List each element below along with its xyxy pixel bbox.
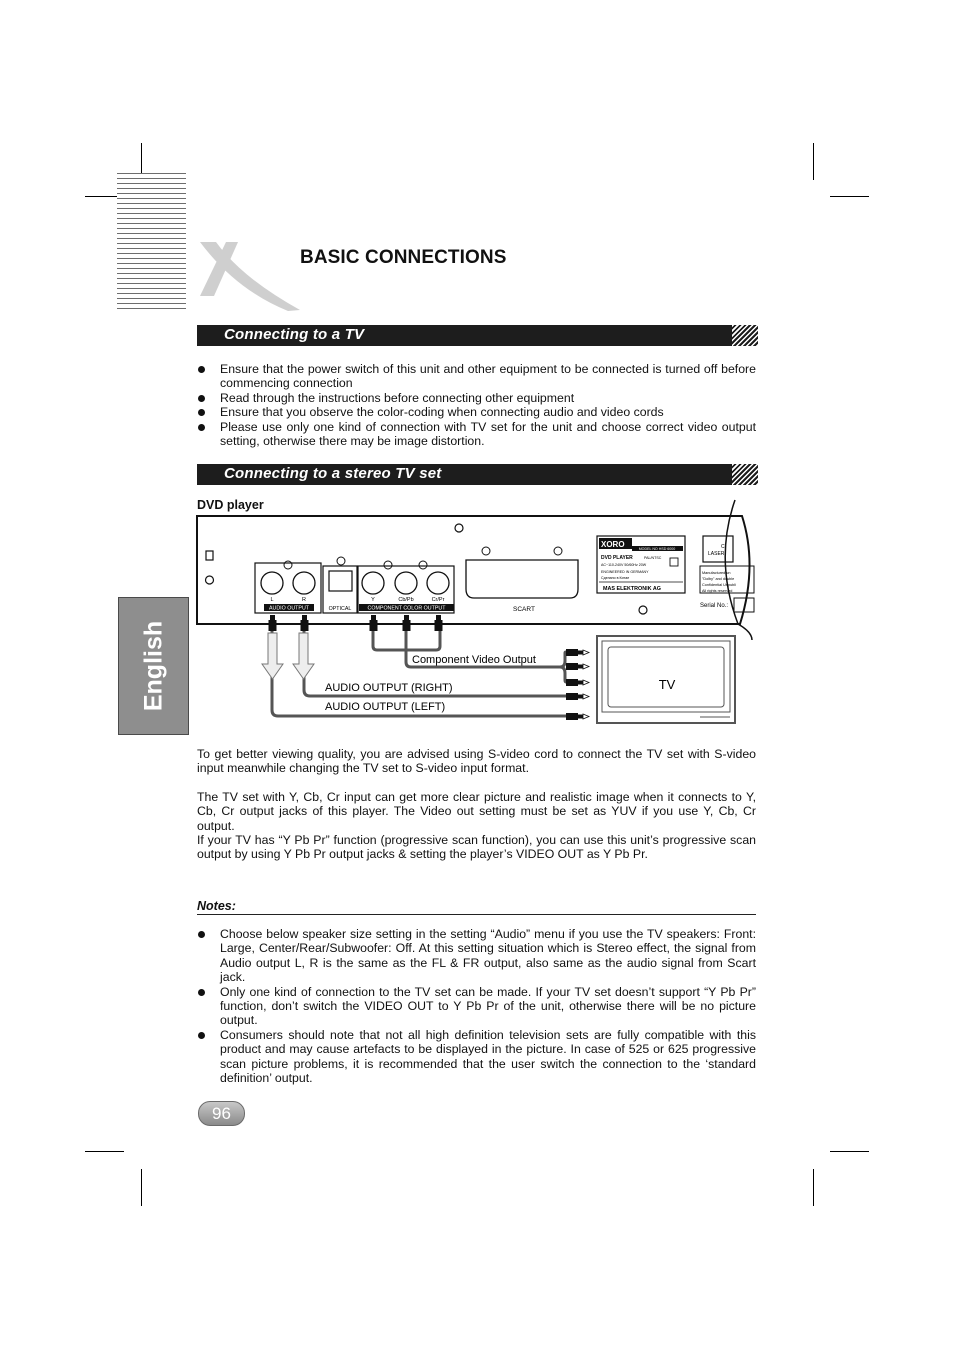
page-number: 96 [198, 1101, 245, 1126]
panel-edge-curve [725, 500, 752, 640]
laser-label-1: C [721, 544, 725, 550]
model-label: MODEL NO HSD 6000 [638, 547, 676, 551]
optical-label: OPTICAL [328, 606, 352, 612]
device-label: DVD player [197, 498, 264, 512]
intro-bullet-list [197, 362, 756, 448]
brand-x-logo [196, 238, 300, 312]
section-header-stereo-tv [197, 464, 758, 485]
list-item: Consumers should note that not all high definition television sets are fully compatible with this product and may cause artefacts to be displayed in the picture. In case of 525 or 625 progressive scan picture problems, it is recommended that the user switch the connection to the ‘standard definition’ output. [197, 1028, 756, 1086]
crop-mark [830, 1151, 869, 1152]
comp-cr-label: Cr/Pr [431, 597, 445, 603]
section-header-connecting-tv [197, 325, 758, 346]
list-item: Read through the instructions before connecting other equipment [197, 391, 756, 405]
crop-mark [85, 1151, 124, 1152]
connection-diagram [190, 496, 764, 730]
company-label: MAS ELEKTRONIK AG [603, 586, 661, 592]
paragraph-ycbcr: The TV set with Y, Cb, Cr input can get more clear picture and realistic image when it connects to Y, Cb, Cr output jacks of this player. The Video out setting must be set as YUV if you use Y, Cb, Cr output. [197, 790, 756, 833]
comp-y-label: Y [371, 597, 375, 603]
tv-label: TV [658, 677, 676, 692]
bullet-icon [198, 1032, 205, 1039]
list-item: Ensure that the power switch of this unit and other equipment to be connected is turned off before commencing connection [197, 362, 756, 391]
decorative-hatch [732, 464, 758, 485]
audio-output-label: AUDIO OUTPUT [268, 605, 310, 612]
power-label: AC~110-240V 50/60Hz 20W [601, 563, 647, 567]
serial-label: Serial No.: [700, 603, 729, 609]
comp-cb-label: Cb/Pb [398, 597, 414, 603]
list-item: Only one kind of connection to the TV set can be made. If your TV set doesn’t support “Y Pb Pr” function, don’t switch the VIDEO OUT to Y Pb Pr of the unit, otherwise there will be no picture output. [197, 985, 756, 1028]
section-title: Connecting to a stereo TV set [224, 465, 442, 482]
language-tab [118, 597, 189, 735]
list-item: Please use only one kind of connection with TV set for the unit and choose correct video output setting, otherwise there may be image distortion. [197, 420, 756, 449]
made-in-label: Сделано в Китае [601, 576, 630, 580]
component-output-label: COMPONENT COLOR OUTPUT [367, 605, 446, 612]
page-title: BASIC CONNECTIONS [300, 247, 507, 268]
standard-label: PAL/NTSC [644, 556, 662, 560]
crop-mark [141, 1169, 142, 1206]
audio-l-label: L [270, 597, 274, 603]
bullet-icon [198, 424, 205, 431]
crop-mark [813, 1169, 814, 1206]
product-label: DVD PLAYER [601, 555, 633, 561]
notes-title: Notes: [197, 899, 236, 913]
dolby-line-1: Manufactured un [702, 571, 731, 575]
bullet-icon [198, 366, 205, 373]
list-item: Ensure that you observe the color-coding when connecting audio and video cords [197, 405, 756, 419]
decorative-hatch [732, 325, 758, 346]
list-item: Choose below speaker size setting in the setting “Audio” menu if you use the TV speakers: Front: Large, Center/Rear/Subwoofer: Off. At this setting situation which is Stereo effect, the signal from Audio output L, R is the same as the FL & FR output, also same as the audio signal from Scart jack. [197, 927, 756, 985]
paragraph-progressive: If your TV has “Y Pb Pr” function (progressive scan function), you can use this unit’s progressive scan output by using Y Pb Pr output jacks & setting the player’s VIDEO OUT as Y Pb Pr. [197, 833, 756, 862]
language-label: English [139, 620, 167, 712]
notes-bullet-list [197, 927, 756, 1085]
bullet-icon [198, 931, 205, 938]
audio-r-label: R [302, 597, 306, 603]
brand-label: XORO [601, 540, 625, 549]
divider [197, 914, 756, 915]
bullet-icon [198, 409, 205, 416]
bullet-icon [198, 989, 205, 996]
section-title: Connecting to a TV [224, 326, 365, 343]
scart-label: SCART [513, 606, 535, 613]
component-cable-label: Component Video Output [412, 654, 536, 666]
crop-mark [830, 196, 869, 197]
bullet-icon [198, 395, 205, 402]
crop-mark [813, 143, 814, 180]
audio-left-cable-label: AUDIO OUTPUT (LEFT) [325, 701, 446, 713]
audio-right-cable-label: AUDIO OUTPUT (RIGHT) [325, 682, 453, 694]
dolby-line-2: "Dolby" and double [702, 577, 735, 581]
laser-label-2: LASER [708, 551, 725, 557]
dolby-line-3: Confidential Unpubli [702, 583, 736, 587]
dolby-line-4: All rights reserved [702, 589, 733, 593]
decorative-stripes [117, 173, 186, 313]
paragraph-s-video: To get better viewing quality, you are advised using S-video cord to connect the TV set with S-video input meanwhile changing the TV set to S-video input format. [197, 747, 756, 776]
engineered-label: ENGINEERED IN GERMANY [601, 570, 649, 574]
